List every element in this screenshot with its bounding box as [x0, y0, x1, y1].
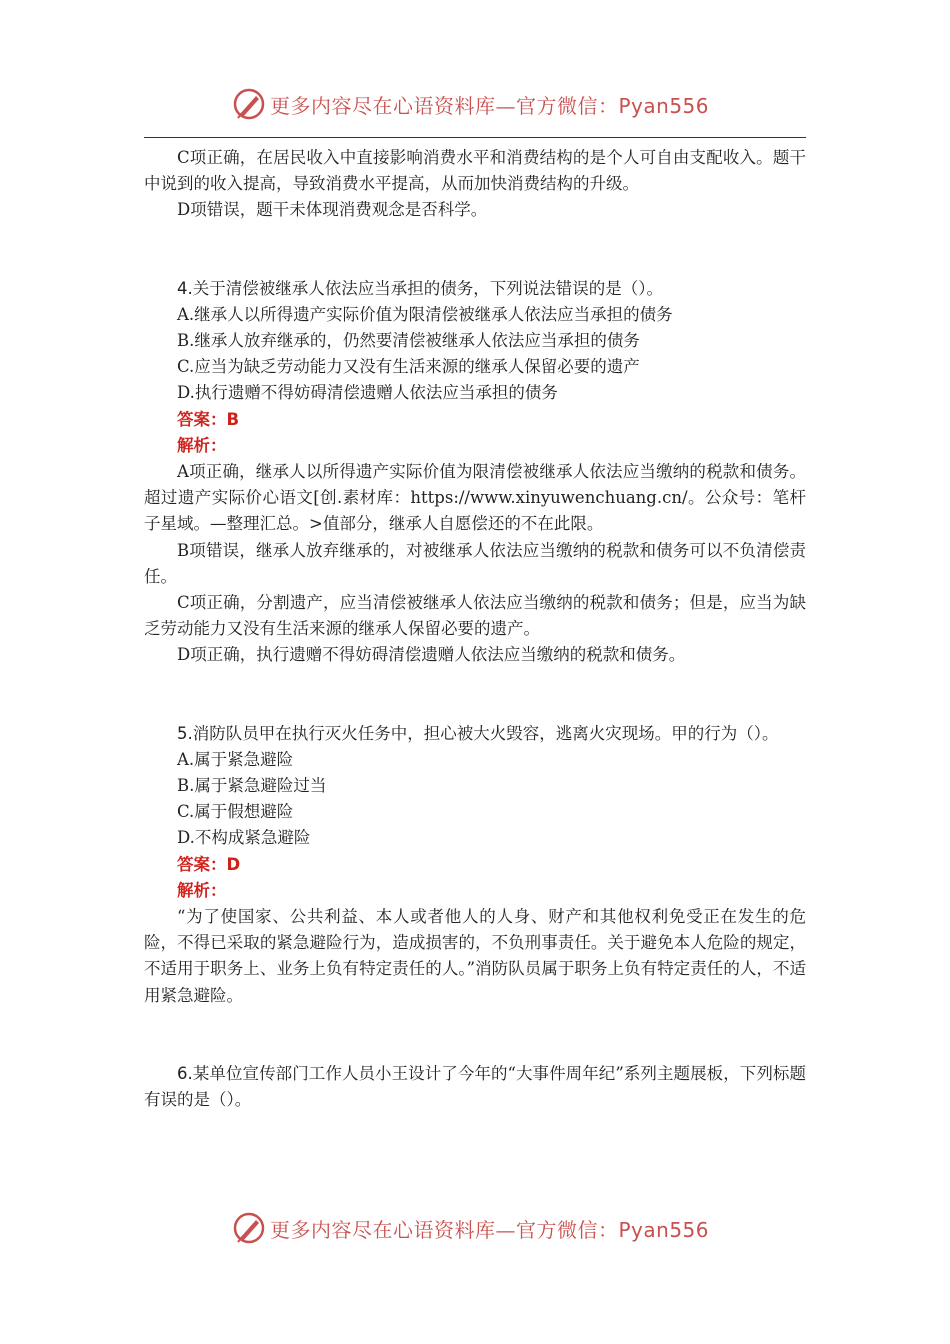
- document-body: [144, 145, 806, 1113]
- q4-option-b: B.继承人放弃继承的，仍然要清偿被继承人依法应当承担的债务: [177, 331, 640, 351]
- q5-option-c: C.属于假想避险: [177, 802, 294, 822]
- prev-analysis-d: D项错误，题干未体现消费观念是否科学。: [177, 200, 488, 220]
- q4-stem: 4.关于清偿被继承人依法应当承担的债务，下列说法错误的是（）。: [177, 278, 663, 298]
- q4-analysis-c: C项正确，分割遗产，应当清偿被继承人依法应当缴纳的税款和债务；但是，应当为缺乏劳动能力又没有生活来源的继承人保留必要的遗产。: [144, 593, 806, 639]
- q5-number: 5.: [177, 723, 193, 743]
- q5-analysis: “为了使国家、公共利益、本人或者他人的人身、财产和其他权利免受正在发生的危险，不得已采取的紧急避险行为，造成损害的，不负刑事责任。关于避免本人危险的规定，不适用于职务上、业务上负有特定责任的人。”消防队员属于职务上负有特定责任的人，不适用紧急避险。: [144, 907, 806, 1005]
- q4-analysis-label: 解析：: [177, 435, 227, 455]
- q4-answer: 答案：B: [177, 409, 240, 429]
- q4-number: 4.: [177, 278, 193, 298]
- header-brand-text: 更多内容尽在心语资料库—官方微信：Pyan556: [270, 93, 710, 118]
- header-divider: [144, 137, 806, 138]
- q4-analysis-a: A项正确，继承人以所得遗产实际价值为限清偿被继承人依法应当缴纳的税款和债务。超过遗产实际价心语文[创.素材库：https://www.xinyuwenchuang.cn/。公众号：笔杆子星域。—整理汇总。>值部分，继承人自愿偿还的不在此限。: [144, 462, 806, 534]
- pen-logo-icon: [232, 87, 266, 121]
- q4-analysis-d: D项正确，执行遗赠不得妨碍清偿遗赠人依法应当缴纳的税款和债务。: [177, 645, 686, 665]
- prev-analysis-c: C项正确，在居民收入中直接影响消费水平和消费结构的是个人可自由支配收入。题干中说到的收入提高，导致消费水平提高，从而加快消费结构的升级。: [144, 148, 806, 194]
- q5-stem: 5.消防队员甲在执行灭火任务中，担心被大火毁容，逃离火灾现场。甲的行为（）。: [177, 723, 779, 743]
- q5-answer: 答案：D: [177, 854, 241, 874]
- header-account: Pyan556: [618, 93, 710, 118]
- footer-account: Pyan556: [618, 1217, 710, 1242]
- footer-banner: [232, 1210, 732, 1246]
- footer-brand-text: 更多内容尽在心语资料库—官方微信：Pyan556: [270, 1217, 710, 1242]
- pen-logo-icon: [232, 1211, 266, 1245]
- q4-analysis-b: B项错误，继承人放弃继承的，对被继承人依法应当缴纳的税款和债务可以不负清偿责任。: [144, 540, 806, 586]
- q4-option-d: D.执行遗赠不得妨碍清偿遗赠人依法应当承担的债务: [177, 383, 558, 403]
- q6-number: 6.: [177, 1063, 193, 1083]
- q5-analysis-label: 解析：: [177, 880, 227, 900]
- q5-option-d: D.不构成紧急避险: [177, 828, 311, 848]
- q4-option-c: C.应当为缺乏劳动能力又没有生活来源的继承人保留必要的遗产: [177, 357, 640, 377]
- q6-stem: 6.某单位宣传部门工作人员小王设计了今年的“大事件周年纪”系列主题展板，下列标题有误的是（）。: [144, 1063, 806, 1110]
- header-banner: [232, 86, 732, 122]
- q5-option-a: A.属于紧急避险: [177, 749, 294, 769]
- q5-option-b: B.属于紧急避险过当: [177, 776, 327, 796]
- q4-option-a: A.继承人以所得遗产实际价值为限清偿被继承人依法应当承担的债务: [177, 304, 673, 324]
